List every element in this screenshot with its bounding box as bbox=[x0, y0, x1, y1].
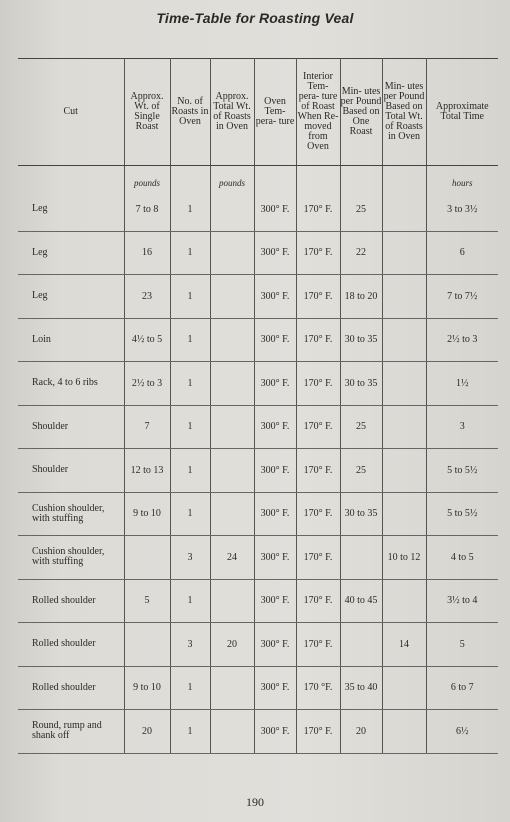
cell-approx-weight: 20 bbox=[124, 710, 170, 754]
cell-total-weight bbox=[210, 449, 254, 493]
cell-oven-temperature: 300° F. bbox=[254, 275, 296, 319]
cell-cut: Loin bbox=[18, 318, 124, 362]
cell-total-weight bbox=[210, 579, 254, 623]
cell-number-of-roasts: 1 bbox=[170, 579, 210, 623]
cell-total-time: 3 bbox=[426, 405, 498, 449]
cell-minutes-per-pound-total bbox=[382, 666, 426, 710]
cell-interior-temperature: 170° F. bbox=[296, 318, 340, 362]
table-row bbox=[18, 362, 498, 406]
table-row bbox=[18, 449, 498, 493]
table-row bbox=[18, 492, 498, 536]
cell-number-of-roasts: 1 bbox=[170, 492, 210, 536]
cell-total-weight bbox=[210, 362, 254, 406]
cell-number-of-roasts: 1 bbox=[170, 188, 210, 231]
cell-total-weight bbox=[210, 666, 254, 710]
unit-pounds-total: pounds bbox=[210, 166, 254, 189]
cell-cut: Rolled shoulder bbox=[18, 623, 124, 667]
cell-oven-temperature: 300° F. bbox=[254, 318, 296, 362]
table-row bbox=[18, 623, 498, 667]
cell-number-of-roasts: 1 bbox=[170, 710, 210, 754]
cell-total-weight: 24 bbox=[210, 536, 254, 580]
cell-approx-weight: 7 bbox=[124, 405, 170, 449]
cell-total-weight bbox=[210, 492, 254, 536]
cell-interior-temperature: 170° F. bbox=[296, 405, 340, 449]
cell-approx-weight bbox=[124, 623, 170, 667]
cell-total-weight bbox=[210, 318, 254, 362]
cell-cut: Leg bbox=[18, 188, 124, 231]
cell-minutes-per-pound-total bbox=[382, 188, 426, 231]
cell-interior-temperature: 170° F. bbox=[296, 231, 340, 275]
header-oven-temperature: Oven Tem- pera- ture bbox=[254, 59, 296, 166]
unit-hours: hours bbox=[426, 166, 498, 189]
cell-oven-temperature: 300° F. bbox=[254, 188, 296, 231]
table-row bbox=[18, 275, 498, 319]
cell-cut: Cushion shoulder, with stuffing bbox=[18, 536, 124, 580]
cell-interior-temperature: 170° F. bbox=[296, 579, 340, 623]
cell-total-weight bbox=[210, 405, 254, 449]
cell-approx-weight: 9 to 10 bbox=[124, 666, 170, 710]
cell-total-time: 5 bbox=[426, 623, 498, 667]
header-total-weight: Approx. Total Wt. of Roasts in Oven bbox=[210, 59, 254, 166]
cell-oven-temperature: 300° F. bbox=[254, 449, 296, 493]
cell-interior-temperature: 170° F. bbox=[296, 623, 340, 667]
cell-cut: Round, rump and shank off bbox=[18, 710, 124, 754]
cell-total-weight bbox=[210, 188, 254, 231]
cell-number-of-roasts: 1 bbox=[170, 362, 210, 406]
cell-total-weight bbox=[210, 231, 254, 275]
page-number: 190 bbox=[246, 795, 264, 809]
cell-cut: Leg bbox=[18, 275, 124, 319]
cell-number-of-roasts: 1 bbox=[170, 405, 210, 449]
cell-minutes-per-pound-one: 25 bbox=[340, 405, 382, 449]
cell-number-of-roasts: 1 bbox=[170, 666, 210, 710]
page-title: Time-Table for Roasting Veal bbox=[156, 10, 354, 26]
cell-number-of-roasts: 1 bbox=[170, 449, 210, 493]
cell-minutes-per-pound-total bbox=[382, 318, 426, 362]
cell-oven-temperature: 300° F. bbox=[254, 492, 296, 536]
cell-approx-weight: 2½ to 3 bbox=[124, 362, 170, 406]
cell-minutes-per-pound-total bbox=[382, 405, 426, 449]
cell-cut: Cushion shoulder, with stuffing bbox=[18, 492, 124, 536]
cell-number-of-roasts: 3 bbox=[170, 536, 210, 580]
cell-number-of-roasts: 3 bbox=[170, 623, 210, 667]
cell-oven-temperature: 300° F. bbox=[254, 623, 296, 667]
cell-approx-weight bbox=[124, 536, 170, 580]
cell-minutes-per-pound-total: 14 bbox=[382, 623, 426, 667]
cell-minutes-per-pound-total bbox=[382, 275, 426, 319]
cell-number-of-roasts: 1 bbox=[170, 318, 210, 362]
header-approx-weight: Approx. Wt. of Single Roast bbox=[124, 59, 170, 166]
cell-total-time: 4 to 5 bbox=[426, 536, 498, 580]
cell-minutes-per-pound-one: 35 to 40 bbox=[340, 666, 382, 710]
header-cut: Cut bbox=[18, 59, 124, 166]
cell-interior-temperature: 170° F. bbox=[296, 449, 340, 493]
table-row bbox=[18, 188, 498, 231]
table-row bbox=[18, 579, 498, 623]
table-row bbox=[18, 536, 498, 580]
table-row bbox=[18, 710, 498, 754]
cell-total-weight: 20 bbox=[210, 623, 254, 667]
cell-minutes-per-pound-one: 22 bbox=[340, 231, 382, 275]
cell-total-weight bbox=[210, 275, 254, 319]
cell-minutes-per-pound-one bbox=[340, 623, 382, 667]
cell-oven-temperature: 300° F. bbox=[254, 666, 296, 710]
units-row bbox=[18, 166, 498, 189]
table-row bbox=[18, 231, 498, 275]
cell-total-time: 2½ to 3 bbox=[426, 318, 498, 362]
cell-minutes-per-pound-one: 30 to 35 bbox=[340, 318, 382, 362]
cell-minutes-per-pound-one: 25 bbox=[340, 188, 382, 231]
cell-minutes-per-pound-total: 10 to 12 bbox=[382, 536, 426, 580]
header-interior-temperature: Interior Tem- pera- ture of Roast When Re- moved from Oven bbox=[296, 59, 340, 166]
cell-total-weight bbox=[210, 710, 254, 754]
cell-total-time: 5 to 5½ bbox=[426, 449, 498, 493]
cell-oven-temperature: 300° F. bbox=[254, 405, 296, 449]
cell-minutes-per-pound-total bbox=[382, 579, 426, 623]
cell-cut: Shoulder bbox=[18, 449, 124, 493]
cell-oven-temperature: 300° F. bbox=[254, 579, 296, 623]
cell-interior-temperature: 170° F. bbox=[296, 275, 340, 319]
cell-cut: Shoulder bbox=[18, 405, 124, 449]
cell-interior-temperature: 170° F. bbox=[296, 536, 340, 580]
cell-approx-weight: 4½ to 5 bbox=[124, 318, 170, 362]
cell-total-time: 7 to 7½ bbox=[426, 275, 498, 319]
cell-minutes-per-pound-total bbox=[382, 231, 426, 275]
cell-approx-weight: 16 bbox=[124, 231, 170, 275]
cell-interior-temperature: 170° F. bbox=[296, 710, 340, 754]
cell-oven-temperature: 300° F. bbox=[254, 231, 296, 275]
cell-interior-temperature: 170° F. bbox=[296, 362, 340, 406]
table-row bbox=[18, 318, 498, 362]
cell-number-of-roasts: 1 bbox=[170, 231, 210, 275]
cell-minutes-per-pound-total bbox=[382, 492, 426, 536]
cell-interior-temperature: 170 °F. bbox=[296, 666, 340, 710]
cell-minutes-per-pound-total bbox=[382, 362, 426, 406]
header-minutes-per-pound-total: Min- utes per Pound Based on Total Wt. of Roasts in Oven bbox=[382, 59, 426, 166]
cell-total-time: 6½ bbox=[426, 710, 498, 754]
cell-minutes-per-pound-one: 25 bbox=[340, 449, 382, 493]
cell-minutes-per-pound-total bbox=[382, 710, 426, 754]
cell-total-time: 3½ to 4 bbox=[426, 579, 498, 623]
cell-minutes-per-pound-one: 40 to 45 bbox=[340, 579, 382, 623]
unit-pounds: pounds bbox=[124, 166, 170, 189]
cell-oven-temperature: 300° F. bbox=[254, 362, 296, 406]
cell-number-of-roasts: 1 bbox=[170, 275, 210, 319]
cell-minutes-per-pound-one: 30 to 35 bbox=[340, 492, 382, 536]
cell-approx-weight: 7 to 8 bbox=[124, 188, 170, 231]
cell-approx-weight: 5 bbox=[124, 579, 170, 623]
cell-minutes-per-pound-one bbox=[340, 536, 382, 580]
cell-total-time: 6 bbox=[426, 231, 498, 275]
cell-total-time: 3 to 3½ bbox=[426, 188, 498, 231]
cell-cut: Leg bbox=[18, 231, 124, 275]
cell-total-time: 5 to 5½ bbox=[426, 492, 498, 536]
cell-interior-temperature: 170° F. bbox=[296, 492, 340, 536]
cell-oven-temperature: 300° F. bbox=[254, 710, 296, 754]
cell-minutes-per-pound-total bbox=[382, 449, 426, 493]
table-header-row bbox=[18, 59, 498, 166]
cell-approx-weight: 9 to 10 bbox=[124, 492, 170, 536]
table-row bbox=[18, 666, 498, 710]
cell-total-time: 6 to 7 bbox=[426, 666, 498, 710]
table-row bbox=[18, 405, 498, 449]
cell-cut: Rack, 4 to 6 ribs bbox=[18, 362, 124, 406]
header-total-time: Approximate Total Time bbox=[426, 59, 498, 166]
cell-minutes-per-pound-one: 20 bbox=[340, 710, 382, 754]
cell-approx-weight: 23 bbox=[124, 275, 170, 319]
cell-cut: Rolled shoulder bbox=[18, 579, 124, 623]
cell-interior-temperature: 170° F. bbox=[296, 188, 340, 231]
cell-minutes-per-pound-one: 18 to 20 bbox=[340, 275, 382, 319]
roasting-time-table bbox=[18, 58, 498, 754]
header-number-of-roasts: No. of Roasts in Oven bbox=[170, 59, 210, 166]
cell-minutes-per-pound-one: 30 to 35 bbox=[340, 362, 382, 406]
cell-cut: Rolled shoulder bbox=[18, 666, 124, 710]
cell-total-time: 1½ bbox=[426, 362, 498, 406]
cell-approx-weight: 12 to 13 bbox=[124, 449, 170, 493]
cell-oven-temperature: 300° F. bbox=[254, 536, 296, 580]
header-minutes-per-pound-one-roast: Min- utes per Pound Based on One Roast bbox=[340, 59, 382, 166]
